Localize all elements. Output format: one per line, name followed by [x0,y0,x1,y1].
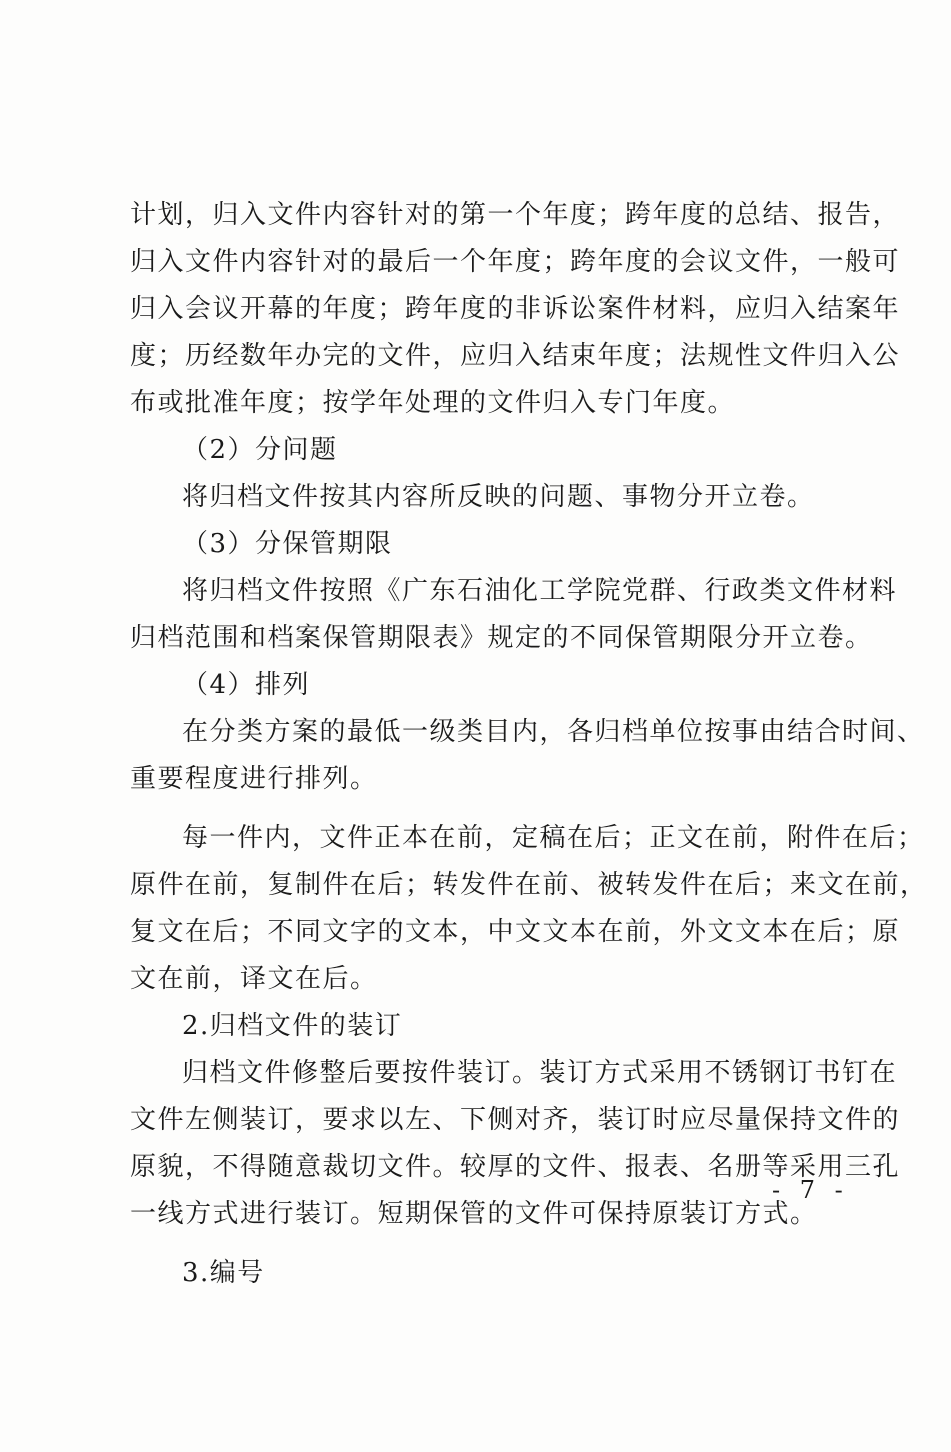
section-heading: （2）分问题 [182,435,338,465]
text-line: 归入文件内容针对的最后一个年度；跨年度的会议文件，一般可 [130,247,901,277]
section-heading: 2.归档文件的装订 [182,1011,403,1041]
section-heading: （3）分保管期限 [182,529,393,559]
document-body [130,192,928,1297]
paragraph-arrangement [130,709,925,803]
paragraph-year-rules [130,192,901,427]
text-line: 归档范围和档案保管期限表》规定的不同保管期限分开立卷。 [130,623,873,653]
section-heading: （4）排列 [182,670,311,700]
text-line: 文在前，译文在后。 [130,964,378,994]
text-line: 布或批准年度；按学年处理的文件归入专门年度。 [130,388,736,418]
page-number: - 7 - [772,1176,849,1204]
text-line: 重要程度进行排列。 [130,764,378,794]
section-heading: 3.编号 [182,1258,265,1288]
text-line: 归入会议开幕的年度；跨年度的非诉讼案件材料，应归入结案年 [130,294,901,324]
paragraph-order-within-item [130,815,928,1003]
text-line: 复文在后；不同文字的文本，中文文本在前，外文文本在后；原 [130,917,901,947]
text-line: 归档文件修整后要按件装订。装订方式采用不锈钢订书钉在 [182,1058,898,1088]
text-line: 在分类方案的最低一级类目内，各归档单位按事由结合时间、 [182,717,925,747]
text-line: 度；历经数年办完的文件，应归入结束年度；法规性文件归入公 [130,341,901,371]
text-line: 将归档文件按照《广东石油化工学院党群、行政类文件材料 [182,576,898,606]
text-line: 一线方式进行装订。短期保管的文件可保持原装订方式。 [130,1199,818,1229]
text-line: 原件在前，复制件在后；转发件在前、被转发件在后；来文在前， [130,870,928,900]
text-line: 计划，归入文件内容针对的第一个年度；跨年度的总结、报告， [130,200,901,230]
text-line: 每一件内，文件正本在前，定稿在后；正文在前，附件在后； [182,823,925,853]
text-line: 原貌，不得随意裁切文件。较厚的文件、报表、名册等采用三孔 [130,1152,901,1182]
paragraph-by-retention [130,568,898,662]
paragraph-by-issue: 将归档文件按其内容所反映的问题、事物分开立卷。 [182,482,815,512]
text-line: 文件左侧装订，要求以左、下侧对齐，装订时应尽量保持文件的 [130,1105,901,1135]
paragraph-binding [130,1050,901,1238]
